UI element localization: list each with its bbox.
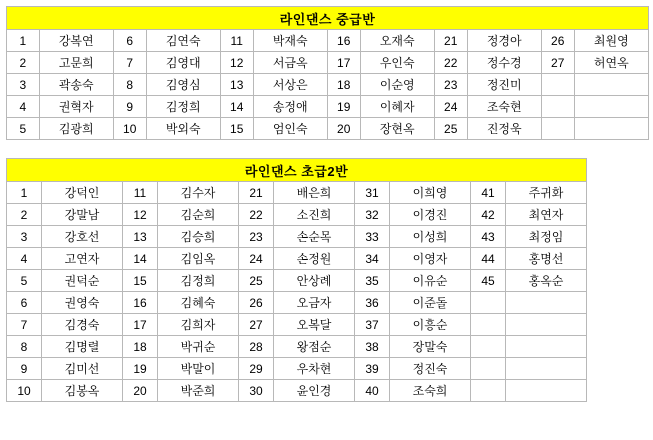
cell-name: 최연자 xyxy=(506,204,587,226)
cell-empty xyxy=(506,358,587,380)
cell-name: 소진희 xyxy=(274,204,355,226)
cell-number: 13 xyxy=(123,226,158,248)
cell-number: 12 xyxy=(123,204,158,226)
cell-number: 19 xyxy=(123,358,158,380)
cell-number: 5 xyxy=(7,118,40,140)
cell-name: 강복연 xyxy=(39,30,113,52)
cell-name: 이유순 xyxy=(390,270,471,292)
cell-number: 19 xyxy=(327,96,360,118)
cell-number: 26 xyxy=(541,30,574,52)
cell-name: 강호선 xyxy=(42,226,123,248)
cell-name: 권덕순 xyxy=(42,270,123,292)
cell-name: 김승희 xyxy=(158,226,239,248)
cell-name: 정경아 xyxy=(467,30,541,52)
cell-name: 손정원 xyxy=(274,248,355,270)
cell-number: 15 xyxy=(220,118,253,140)
cell-name: 강덕인 xyxy=(42,182,123,204)
cell-number: 1 xyxy=(7,30,40,52)
table-row xyxy=(7,52,649,74)
cell-number: 24 xyxy=(434,96,467,118)
cell-number: 42 xyxy=(471,204,506,226)
cell-number: 8 xyxy=(7,336,42,358)
cell-name: 김연숙 xyxy=(146,30,220,52)
cell-name: 박재숙 xyxy=(253,30,327,52)
cell-name: 박외숙 xyxy=(146,118,220,140)
cell-empty xyxy=(541,96,574,118)
cell-number: 20 xyxy=(327,118,360,140)
table-row xyxy=(7,182,587,204)
cell-name: 윤인경 xyxy=(274,380,355,402)
cell-number: 8 xyxy=(113,74,146,96)
cell-name: 권혁자 xyxy=(39,96,113,118)
cell-name: 고문희 xyxy=(39,52,113,74)
cell-number: 10 xyxy=(7,380,42,402)
cell-empty xyxy=(506,292,587,314)
cell-number: 9 xyxy=(7,358,42,380)
cell-name: 이흥순 xyxy=(390,314,471,336)
cell-name: 박준희 xyxy=(158,380,239,402)
cell-name: 이성희 xyxy=(390,226,471,248)
cell-number: 1 xyxy=(7,182,42,204)
table-row xyxy=(7,292,587,314)
cell-number: 28 xyxy=(239,336,274,358)
cell-number: 4 xyxy=(7,248,42,270)
cell-name: 손순목 xyxy=(274,226,355,248)
cell-name: 이순영 xyxy=(360,74,434,96)
cell-number: 6 xyxy=(113,30,146,52)
cell-empty xyxy=(471,292,506,314)
cell-name: 이희영 xyxy=(390,182,471,204)
table-row xyxy=(7,336,587,358)
cell-number: 11 xyxy=(123,182,158,204)
cell-number: 10 xyxy=(113,118,146,140)
table-row xyxy=(7,226,587,248)
cell-number: 21 xyxy=(239,182,274,204)
cell-name: 권영숙 xyxy=(42,292,123,314)
table-line-dance-beginner2 xyxy=(6,158,587,402)
cell-number: 14 xyxy=(123,248,158,270)
cell-name: 허연옥 xyxy=(574,52,648,74)
cell-name: 김봉옥 xyxy=(42,380,123,402)
cell-number: 11 xyxy=(220,30,253,52)
cell-name: 조숙현 xyxy=(467,96,541,118)
cell-name: 엄인숙 xyxy=(253,118,327,140)
cell-number: 43 xyxy=(471,226,506,248)
cell-number: 30 xyxy=(239,380,274,402)
cell-number: 17 xyxy=(327,52,360,74)
cell-name: 정수경 xyxy=(467,52,541,74)
cell-name: 김임옥 xyxy=(158,248,239,270)
cell-name: 왕점순 xyxy=(274,336,355,358)
cell-name: 우차현 xyxy=(274,358,355,380)
cell-number: 36 xyxy=(355,292,390,314)
cell-name: 김미선 xyxy=(42,358,123,380)
table-row xyxy=(7,248,587,270)
cell-empty xyxy=(574,74,648,96)
cell-number: 18 xyxy=(123,336,158,358)
cell-name: 김경숙 xyxy=(42,314,123,336)
cell-number: 37 xyxy=(355,314,390,336)
cell-name: 정진미 xyxy=(467,74,541,96)
cell-number: 5 xyxy=(7,270,42,292)
cell-name: 정진숙 xyxy=(390,358,471,380)
cell-name: 이혜자 xyxy=(360,96,434,118)
cell-name: 김영심 xyxy=(146,74,220,96)
cell-number: 4 xyxy=(7,96,40,118)
cell-number: 2 xyxy=(7,204,42,226)
cell-number: 45 xyxy=(471,270,506,292)
cell-name: 고연자 xyxy=(42,248,123,270)
cell-number: 3 xyxy=(7,226,42,248)
table-row xyxy=(7,270,587,292)
cell-number: 20 xyxy=(123,380,158,402)
cell-number: 21 xyxy=(434,30,467,52)
cell-name: 최정임 xyxy=(506,226,587,248)
cell-name: 김영대 xyxy=(146,52,220,74)
cell-name: 오재숙 xyxy=(360,30,434,52)
cell-number: 34 xyxy=(355,248,390,270)
table-title-row xyxy=(7,159,587,182)
cell-name: 김광희 xyxy=(39,118,113,140)
table-title: 라인댄스 초급2반 xyxy=(7,159,587,182)
table-title: 라인댄스 중급반 xyxy=(7,7,649,30)
cell-name: 최원영 xyxy=(574,30,648,52)
table-row xyxy=(7,204,587,226)
cell-number: 17 xyxy=(123,314,158,336)
cell-name: 김명렬 xyxy=(42,336,123,358)
cell-empty xyxy=(541,74,574,96)
cell-number: 32 xyxy=(355,204,390,226)
cell-empty xyxy=(574,96,648,118)
cell-number: 2 xyxy=(7,52,40,74)
cell-number: 23 xyxy=(239,226,274,248)
cell-name: 김정희 xyxy=(158,270,239,292)
cell-empty xyxy=(471,380,506,402)
table-row xyxy=(7,358,587,380)
cell-number: 9 xyxy=(113,96,146,118)
cell-number: 7 xyxy=(113,52,146,74)
cell-name: 이영자 xyxy=(390,248,471,270)
cell-number: 23 xyxy=(434,74,467,96)
cell-name: 안상례 xyxy=(274,270,355,292)
cell-number: 29 xyxy=(239,358,274,380)
cell-name: 우인숙 xyxy=(360,52,434,74)
cell-number: 22 xyxy=(434,52,467,74)
cell-name: 주귀화 xyxy=(506,182,587,204)
cell-empty xyxy=(506,336,587,358)
cell-name: 강말남 xyxy=(42,204,123,226)
cell-empty xyxy=(506,314,587,336)
cell-name: 김정희 xyxy=(146,96,220,118)
cell-name: 김순희 xyxy=(158,204,239,226)
cell-number: 44 xyxy=(471,248,506,270)
cell-number: 15 xyxy=(123,270,158,292)
cell-name: 장말숙 xyxy=(390,336,471,358)
cell-number: 16 xyxy=(327,30,360,52)
cell-name: 홍명선 xyxy=(506,248,587,270)
cell-number: 40 xyxy=(355,380,390,402)
table-row xyxy=(7,314,587,336)
cell-number: 18 xyxy=(327,74,360,96)
cell-number: 33 xyxy=(355,226,390,248)
cell-number: 39 xyxy=(355,358,390,380)
cell-name: 서금옥 xyxy=(253,52,327,74)
cell-number: 41 xyxy=(471,182,506,204)
cell-number: 7 xyxy=(7,314,42,336)
cell-number: 27 xyxy=(541,52,574,74)
cell-number: 3 xyxy=(7,74,40,96)
table-row xyxy=(7,380,587,402)
cell-name: 곽송숙 xyxy=(39,74,113,96)
cell-empty xyxy=(471,336,506,358)
cell-name: 이경진 xyxy=(390,204,471,226)
table-row xyxy=(7,118,649,140)
cell-empty xyxy=(471,358,506,380)
cell-number: 25 xyxy=(239,270,274,292)
cell-number: 14 xyxy=(220,96,253,118)
table-line-dance-intermediate xyxy=(6,6,649,140)
cell-empty xyxy=(506,380,587,402)
cell-number: 16 xyxy=(123,292,158,314)
cell-name: 배은희 xyxy=(274,182,355,204)
cell-number: 35 xyxy=(355,270,390,292)
cell-number: 27 xyxy=(239,314,274,336)
cell-name: 김수자 xyxy=(158,182,239,204)
cell-number: 31 xyxy=(355,182,390,204)
table-title-row xyxy=(7,7,649,30)
cell-number: 26 xyxy=(239,292,274,314)
cell-name: 이준돌 xyxy=(390,292,471,314)
cell-empty xyxy=(471,314,506,336)
cell-name: 오복달 xyxy=(274,314,355,336)
table-row xyxy=(7,30,649,52)
cell-name: 홍옥순 xyxy=(506,270,587,292)
cell-number: 38 xyxy=(355,336,390,358)
cell-empty xyxy=(574,118,648,140)
cell-number: 22 xyxy=(239,204,274,226)
cell-name: 송정애 xyxy=(253,96,327,118)
cell-number: 12 xyxy=(220,52,253,74)
table-row xyxy=(7,74,649,96)
cell-name: 서상은 xyxy=(253,74,327,96)
cell-number: 25 xyxy=(434,118,467,140)
cell-name: 조숙희 xyxy=(390,380,471,402)
cell-empty xyxy=(541,118,574,140)
cell-name: 김혜숙 xyxy=(158,292,239,314)
cell-name: 장현옥 xyxy=(360,118,434,140)
block-spacer xyxy=(4,140,649,158)
table-row xyxy=(7,96,649,118)
cell-number: 24 xyxy=(239,248,274,270)
cell-name: 박귀순 xyxy=(158,336,239,358)
cell-name: 오금자 xyxy=(274,292,355,314)
cell-number: 13 xyxy=(220,74,253,96)
cell-name: 김희자 xyxy=(158,314,239,336)
cell-name: 박말이 xyxy=(158,358,239,380)
cell-number: 6 xyxy=(7,292,42,314)
cell-name: 진정욱 xyxy=(467,118,541,140)
